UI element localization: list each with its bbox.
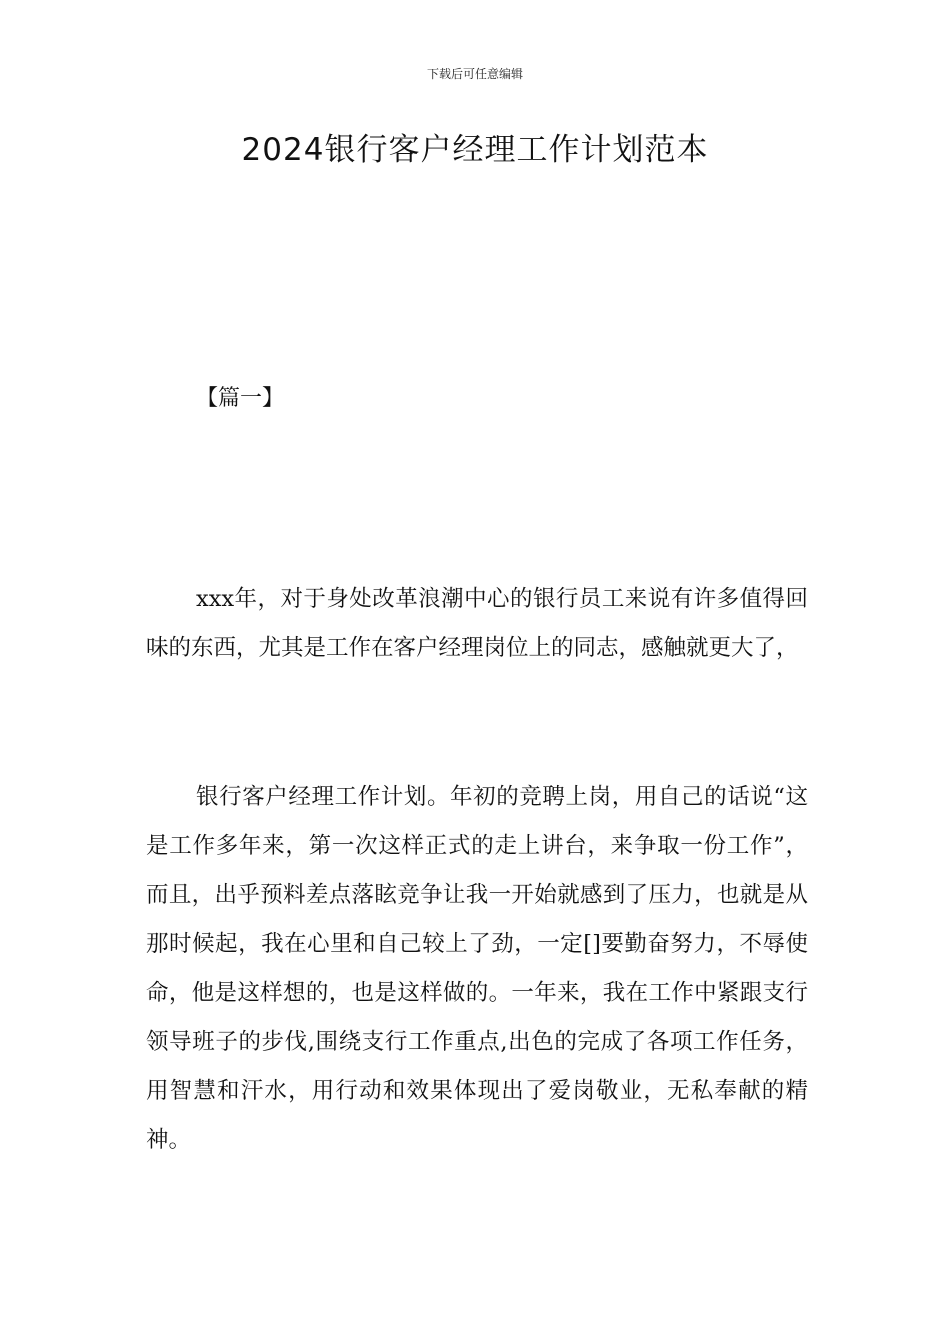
document-title: 2024银行客户经理工作计划范本 bbox=[241, 132, 709, 168]
section-heading: 【篇一】 bbox=[196, 386, 285, 411]
paragraph-2: 银行客户经理工作计划。年初的竞聘上岗，用自己的话说“这是工作多年来，第一次这样正式的走上讲台，来争取一份工作”，而且，出乎预料差点落眩竞争让我一开始就感到了压力，也就是从那时候起，我在心里和自己较上了劲，一定[]要勤奋努力，不辱使命，他是这样想的，也是这样做的。一年来，我在工作中紧跟支行领导班子的步伐,围绕支行工作重点,出色的完成了各项工作任务，用智慧和汗水，用行动和效果体现出了爱岗敬业，无私奉献的精神。 bbox=[146, 784, 808, 1153]
paragraph-1: xxx年，对于身处改革浪潮中心的银行员工来说有许多值得回味的东西，尤其是工作在客户经理岗位上的同志，感触就更大了， bbox=[146, 586, 808, 661]
header-note: 下载后可任意编辑 bbox=[426, 67, 523, 81]
